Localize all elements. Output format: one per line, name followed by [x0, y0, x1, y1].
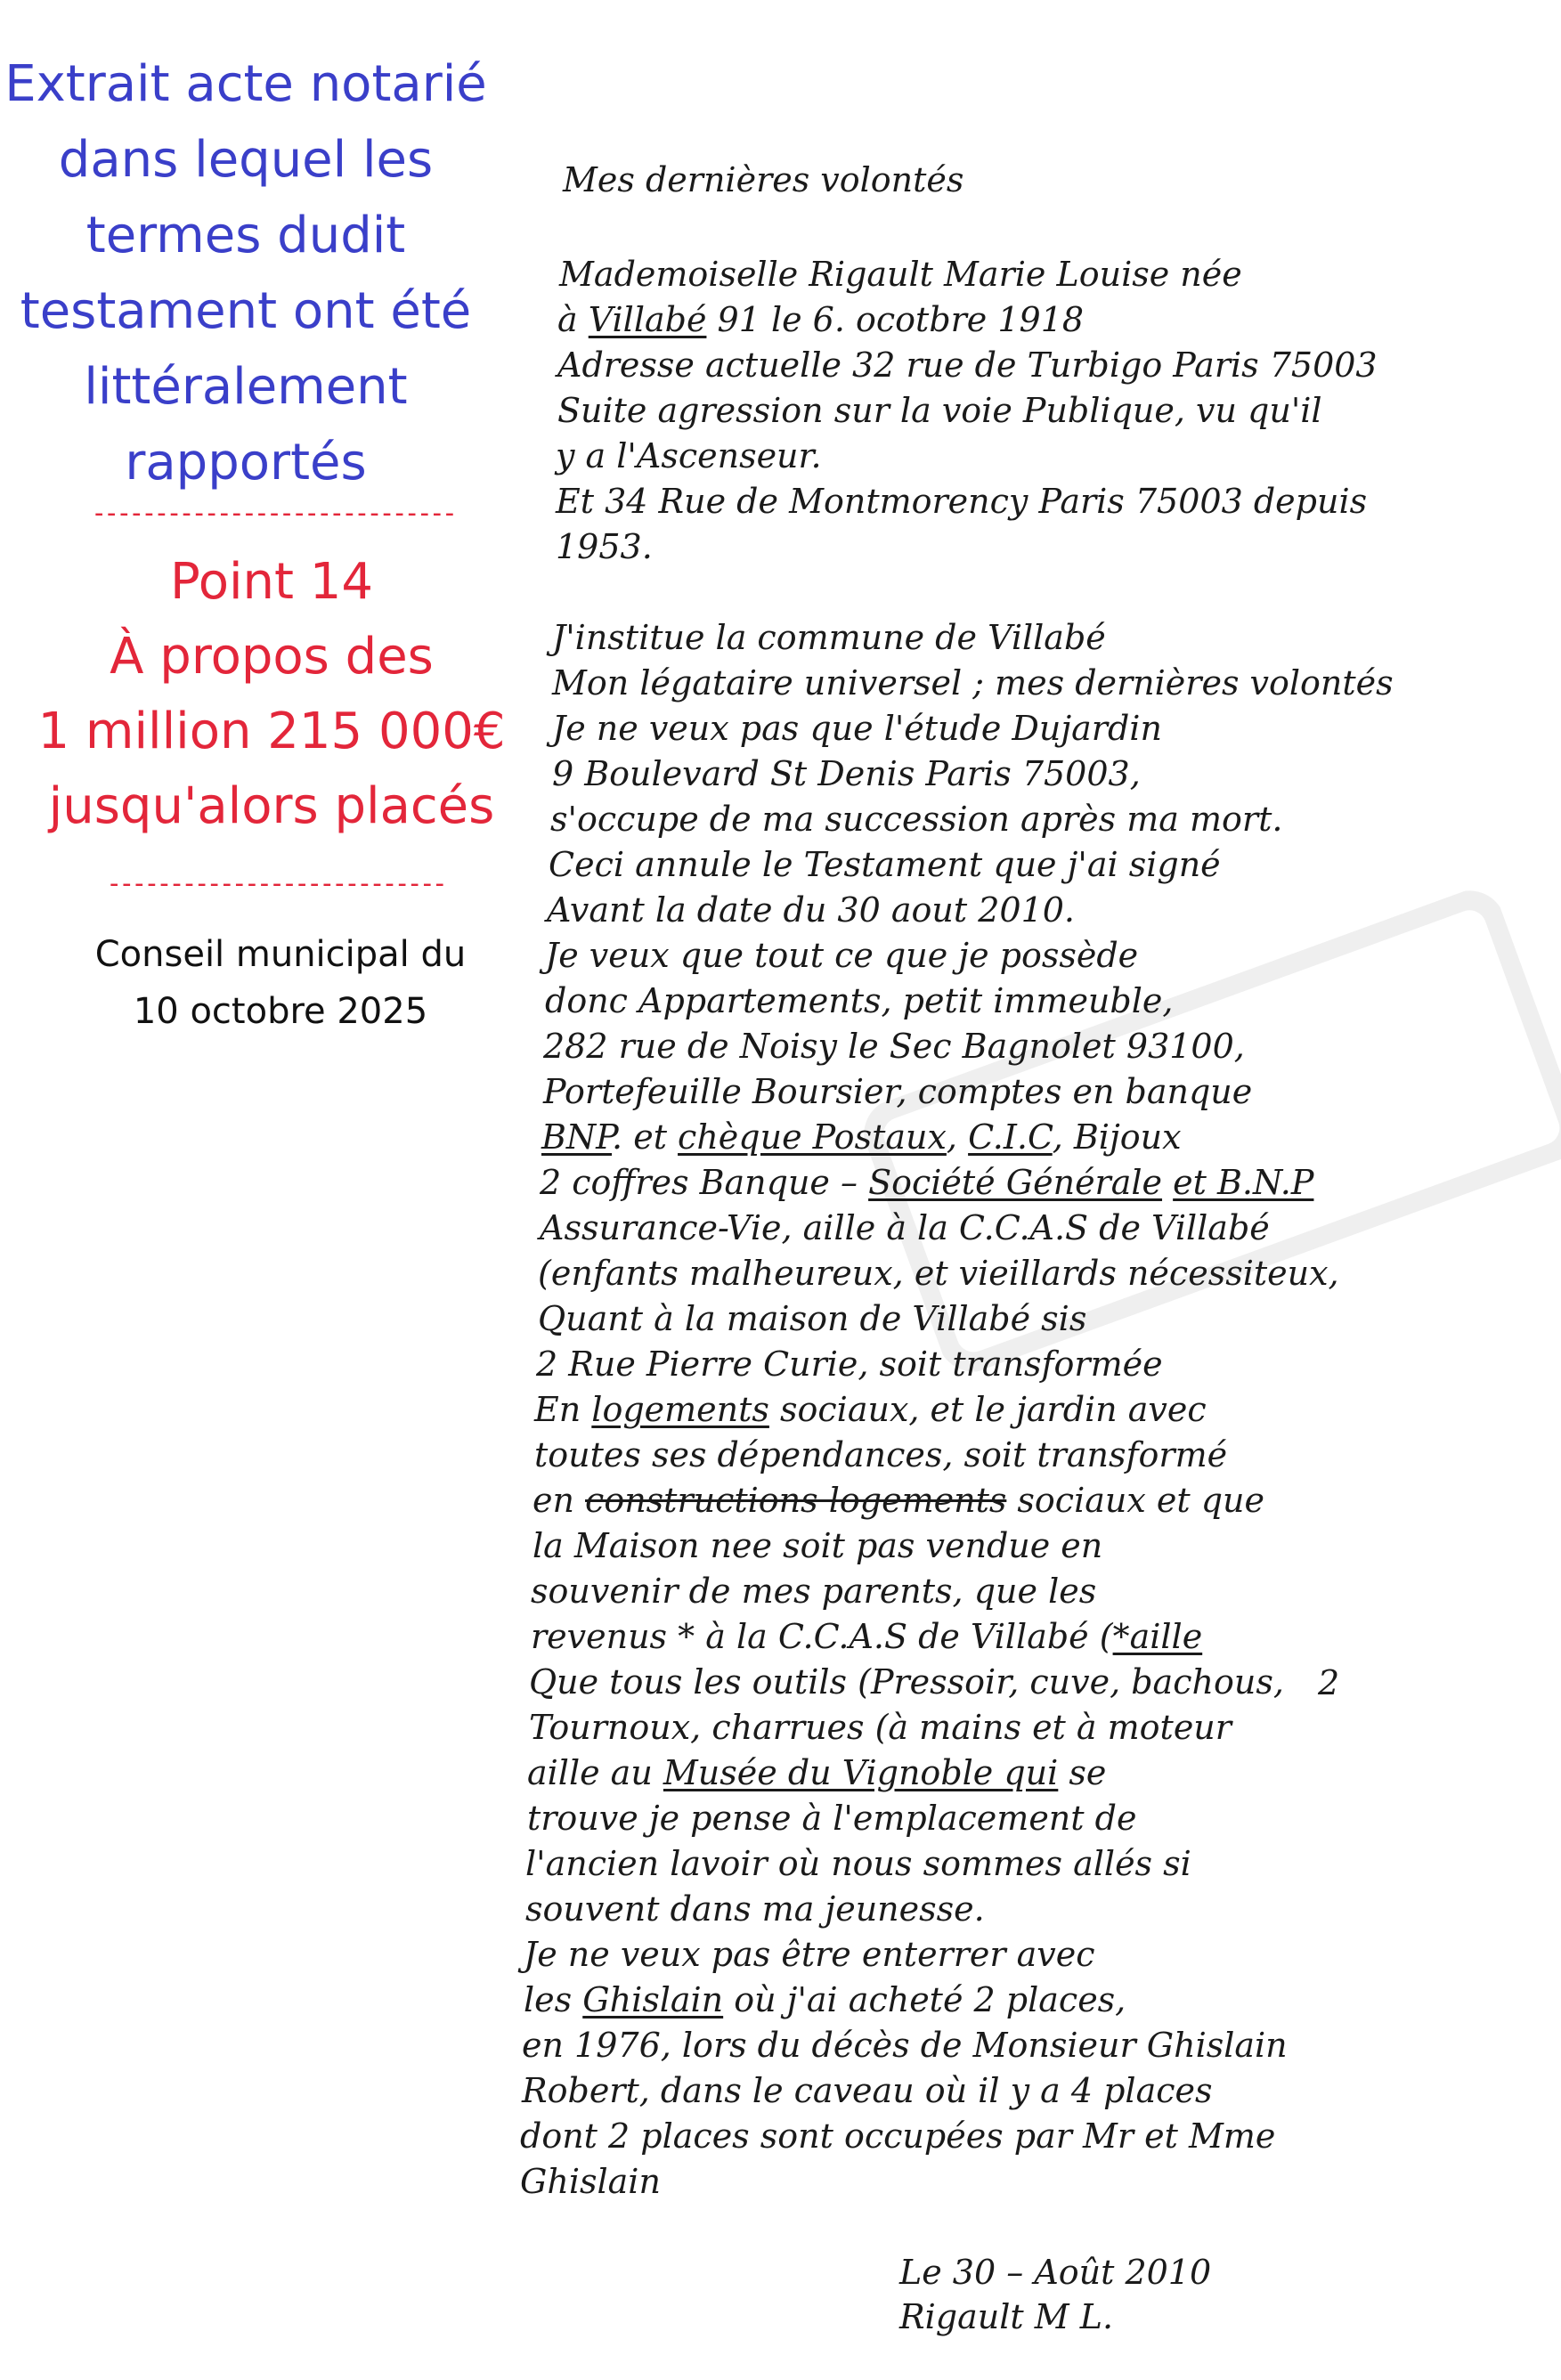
- letter-line: Je veux que tout ce que je possède: [545, 936, 1139, 975]
- letter-line: 1953.: [556, 527, 653, 566]
- letter-heading: Mes dernières volontés: [563, 160, 964, 199]
- letter-line: donc Appartements, petit immeuble,: [545, 981, 1174, 1020]
- letter-line: dont 2 places sont occupées par Mr et Mme: [520, 2116, 1276, 2156]
- letter-line: les Ghislain où j'ai acheté 2 places,: [524, 1980, 1126, 2019]
- council-meeting-note: [0, 926, 561, 1040]
- signature-name: Rigault M L.: [899, 2297, 1114, 2336]
- point-14-block: [0, 545, 543, 844]
- extract-title-line: Extrait acte notarié: [4, 55, 487, 113]
- letter-line: Ghislain: [520, 2162, 661, 2201]
- letter-line: Tournoux, charrues (à mains et à moteur: [529, 1708, 1232, 1747]
- letter-line: trouve je pense à l'emplacement de: [527, 1799, 1137, 1838]
- point-line: jusqu'alors placés: [48, 777, 495, 835]
- page-number: 2: [1318, 1663, 1340, 1702]
- letter-line: 282 rue de Noisy le Sec Bagnolet 93100,: [543, 1027, 1245, 1066]
- letter-line: s'occupe de ma succession après ma mort.: [550, 800, 1283, 839]
- letter-line: Ceci annule le Testament que j'ai signé: [549, 845, 1221, 884]
- extract-title: [0, 46, 492, 500]
- letter-line: à Villabé 91 le 6. ocotbre 1918: [557, 300, 1085, 339]
- letter-line: (enfants malheureux, et vieillards nécessiteux,: [538, 1254, 1339, 1293]
- letter-line: Mon légataire universel ; mes dernières volontés: [552, 663, 1394, 703]
- extract-title-line: testament ont été: [20, 282, 472, 340]
- letter-line: 2 coffres Banque – Société Générale et B.N.P: [540, 1163, 1314, 1202]
- letter-line: l'ancien lavoir où nous sommes allés si: [525, 1844, 1191, 1883]
- letter-line: Robert, dans le caveau où il y a 4 places: [522, 2071, 1213, 2110]
- extract-title-line: dans lequel les: [58, 131, 434, 189]
- letter-line: la Maison nee soit pas vendue en: [533, 1526, 1103, 1565]
- letter-line: Que tous les outils (Pressoir, cuve, bachous,: [529, 1662, 1284, 1702]
- extract-title-line: termes dudit: [85, 207, 406, 264]
- letter-line: souvent dans ma jeunesse.: [525, 1889, 985, 1929]
- point-line: À propos des: [110, 628, 434, 686]
- letter-line: y a l'Ascenseur.: [556, 436, 822, 475]
- letter-line: en 1976, lors du décès de Monsieur Ghislain: [522, 2026, 1288, 2065]
- letter-line: Je ne veux pas que l'étude Dujardin: [552, 709, 1162, 748]
- separator-top: -----------------------------: [91, 500, 454, 527]
- letter-line: Quant à la maison de Villabé sis: [538, 1299, 1087, 1338]
- letter-line: J'institue la commune de Villabé: [552, 618, 1106, 657]
- letter-line: toutes ses dépendances, soit transformé: [534, 1435, 1228, 1474]
- council-line: 10 octobre 2025: [133, 991, 428, 1032]
- point-line: Point 14: [169, 553, 374, 611]
- letter-line: Et 34 Rue de Montmorency Paris 75003 depuis: [556, 482, 1368, 521]
- letter-line: Mademoiselle Rigault Marie Louise née: [559, 255, 1242, 294]
- letter-line: revenus * à la C.C.A.S de Villabé (*aille: [531, 1617, 1203, 1656]
- council-line: Conseil municipal du: [94, 934, 467, 975]
- letter-line: 9 Boulevard St Denis Paris 75003,: [552, 754, 1141, 793]
- letter-line: en constructions logements sociaux et que: [533, 1481, 1265, 1520]
- letter-line: BNP. et chèque Postaux, C.I.C, Bijoux: [541, 1117, 1182, 1157]
- letter-line: Assurance-Vie, aille à la C.C.A.S de Villabé: [540, 1208, 1270, 1247]
- letter-line: aille au Musée du Vignoble qui se: [527, 1753, 1107, 1792]
- letter-line: Suite agression sur la voie Publique, vu qu'il: [557, 391, 1322, 430]
- point-line: 1 million 215 000€: [37, 703, 506, 760]
- letter-line: 2 Rue Pierre Curie, soit transformée: [536, 1344, 1163, 1384]
- extract-title-line: littéralement: [84, 358, 408, 416]
- letter-line: Adresse actuelle 32 rue de Turbigo Paris 75003: [557, 345, 1378, 385]
- letter-line: Portefeuille Boursier, comptes en banque: [543, 1072, 1253, 1111]
- extract-title-line: rapportés: [125, 434, 367, 491]
- letter-line: souvenir de mes parents, que les: [531, 1572, 1097, 1611]
- letter-line: Je ne veux pas être enterrer avec: [524, 1935, 1095, 1974]
- letter-line: En logements sociaux, et le jardin avec: [534, 1390, 1207, 1429]
- signature-date: Le 30 – Août 2010: [899, 2253, 1212, 2292]
- separator-bottom: ---------------------------: [106, 871, 444, 898]
- letter-line: Avant la date du 30 aout 2010.: [547, 890, 1076, 930]
